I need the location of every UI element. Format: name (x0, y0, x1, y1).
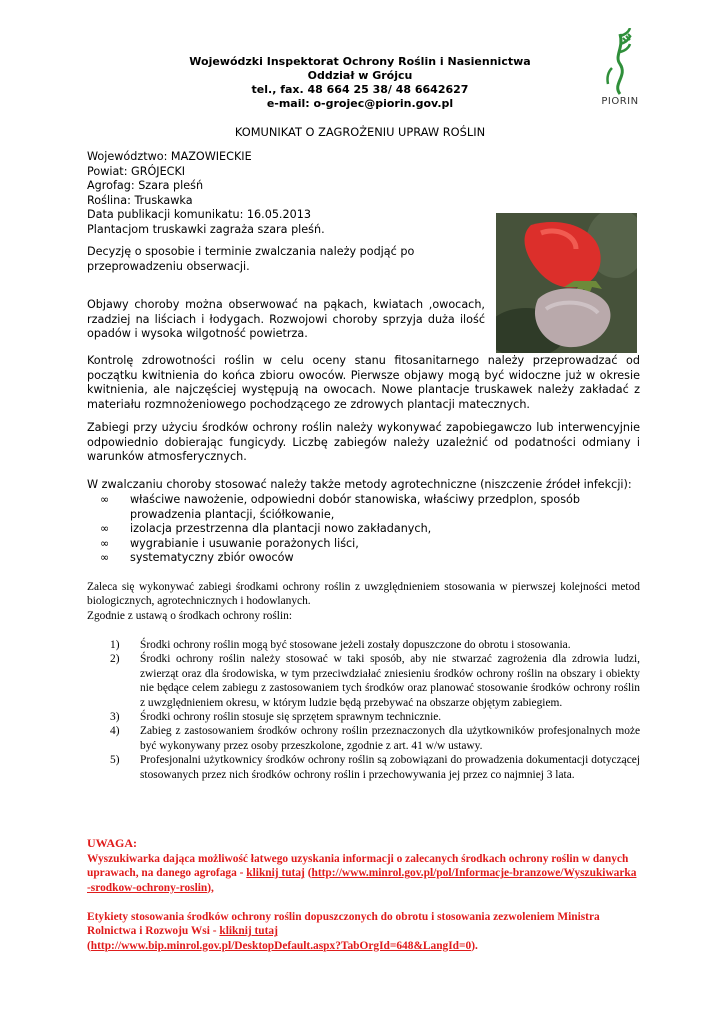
list-item: 2) Środki ochrony roślin należy stosować w taki sposób, aby nie stwarzać zagrożenia dla zdrowia ludzi, zwierząt oraz dla środowiska, w tym przeciwdziałać zniesieniu środków ochrony roślin na obszary i obiekty nie będące celem zabiegu z zastosowaniem tych środków oraz planować stosowanie środków ochrony roślin z uwzględnieniem okresu, w którym ludzie będą przebywać na obszarze objętym zabiegiem. (110, 653, 640, 709)
symptoms-paragraph: Objawy choroby można obserwować na pąkach, kwiatach ,owocach, rzadziej na liściach i łodygach. Rozwojowi choroby sprzyja duża ilość opadów i wysoka wilgotność powietrza. (87, 298, 485, 341)
list-item: 1) Środki ochrony roślin mogą być stosowane jeżeli zostały dopuszczone do obrotu i stosowania. (110, 639, 571, 651)
info-block (87, 150, 487, 238)
decision-paragraph: Decyzję o sposobie i terminie zwalczania należy podjąć po przeprowadzeniu obserwacji. (87, 245, 415, 273)
info-date: Data publikacji komunikatu: 16.05.2013 (87, 208, 311, 222)
piorin-logo (590, 28, 650, 108)
page-title: KOMUNIKAT O ZAGROŻENIU UPRAW ROŚLIN (234, 125, 486, 139)
header-branch: Oddział w Grójcu (307, 69, 413, 82)
labels-link[interactable]: kliknij tutaj (219, 925, 278, 938)
info-note: Plantacjom truskawki zagraża szara pleśń. (87, 222, 325, 236)
infinity-bullet-icon: ∞ (100, 493, 110, 506)
strawberry-photo (496, 213, 637, 353)
date-value: 16.05.2013 (246, 208, 311, 222)
infinity-bullet-icon: ∞ (100, 522, 110, 536)
info-agrofag: Agrofag: Szara pleśń (87, 179, 204, 193)
roslina-value: Truskawka (134, 193, 193, 207)
agrofag-value: Szara pleśń (138, 179, 204, 193)
list-item: ∞ izolacja przestrzenna dla plantacji nowo zakładanych, (100, 522, 432, 536)
list-item: 4) Zabieg z zastosowaniem środków ochrony roślin przeznaczonych dla użytkowników profesjonalnych może być wykonywany przez osoby przeszkolone, zgodnie z art. 41 w/w ustawy. (110, 725, 640, 752)
uwaga-heading: UWAGA: (87, 836, 137, 850)
control-paragraph: Kontrolę zdrowotności roślin w celu oceny stanu fitosanitarnego należy przeprowadzać od początku kwitnienia do końca zbioru owoców. Pierwsze objawy mogą być widoczne już w okresie kwitnienia, ale najczęściej występują na owocach. Nowe plantacje truskawek należy zakładać z materiału rozmnożeniowego pochodzącego ze zdrowych plantacji matecznych. (87, 354, 640, 411)
list-item: ∞ wygrabianie i usuwanie porażonych liści, (100, 536, 359, 550)
search-tool-notice: Wyszukiwarka dająca możliwość łatwego uzyskania informacji o zalecanych środkach ochrony roślin w danych uprawach, na danego agrofaga - kliknij tutaj (http://www.minrol.gov.pl/pol/Informacje-branzowe/Wyszukiwarka-srodkow-ochrony-roslin), (87, 853, 637, 894)
agro-intro: W zwalczaniu choroby stosować należy także metody agrotechniczne (niszczenie źródeł infekcji): (87, 478, 632, 491)
agro-bullet-list (100, 493, 640, 566)
header-email: e-mail: o-grojec@piorin.gov.pl (266, 97, 454, 110)
header-phone: tel., fax. 48 664 25 38/ 48 6642627 (251, 83, 469, 96)
wheat-icon (590, 28, 650, 96)
info-wojewodztwo: Województwo: MAZOWIECKIE (87, 150, 252, 163)
info-roslina: Roślina: Truskawka (87, 193, 193, 207)
labels-notice: Etykiety stosowania środków ochrony roślin dopuszczonych do obrotu i stosowania zezwoleniem Ministra Rolnictwa i Rozwoju Wsi - kliknij tutaj (http://www.bip.minrol.gov.pl/DesktopDefault.aspx?TabOrgId=648&LangId=0). (87, 911, 600, 952)
header (150, 55, 570, 111)
treatments-paragraph: Zabiegi przy użyciu środków ochrony roślin należy wykonywać zapobiegawczo lub interwencyjnie odpowiednio dobierając fungicydy. Liczbę zabiegów należy uzależnić od podatności odmiany i warunków atmosferycznych. (87, 421, 640, 464)
logo-text: PIORIN (601, 96, 639, 107)
search-tool-url-link[interactable]: http://www.minrol.gov.pl/pol/Informacje-branzowe/Wyszukiwarka-srodkow-ochrony-roslin (87, 867, 637, 894)
header-institution: Wojewódzki Inspektorat Ochrony Roślin i Nasiennictwa (189, 55, 531, 68)
powiat-value: GRÓJECKI (131, 164, 186, 178)
labels-url-link[interactable]: http://www.bip.minrol.gov.pl/DesktopDefault.aspx?TabOrgId=648&LangId=0 (90, 939, 472, 952)
list-item: ∞ systematyczny zbiór owoców (100, 551, 294, 565)
wojewodztwo-value: MAZOWIECKIE (170, 150, 252, 163)
infinity-bullet-icon: ∞ (100, 551, 110, 565)
list-item: 5) Profesjonalni użytkownicy środków ochrony roślin są zobowiązani do prowadzenia dokumentacji dotyczącej stosowanych przez nich środków ochrony roślin i przechowywania jej przez co najmniej 3 lata. (110, 754, 640, 781)
list-item: ∞ właściwe nawożenie, odpowiedni dobór stanowiska, właściwy przedplon, sposób prowadzenia plantacji, ściółkowanie, (100, 493, 580, 521)
infinity-bullet-icon: ∞ (100, 536, 110, 550)
list-item: 3) Środki ochrony roślin stosuje się sprzętem sprawnym technicznie. (110, 711, 442, 724)
search-tool-link[interactable]: kliknij tutaj (246, 867, 305, 880)
legal-intro: Zaleca się wykonywać zabiegi środkami ochrony roślin z uwzględnieniem stosowania w pierwszej kolejności metod biologicznych, agrotechnicznych i hodowlanych. Zgodnie z ustawą o środkach ochrony roślin: (87, 581, 640, 622)
info-powiat: Powiat: GRÓJECKI (87, 164, 186, 178)
legal-points-list (110, 638, 640, 782)
